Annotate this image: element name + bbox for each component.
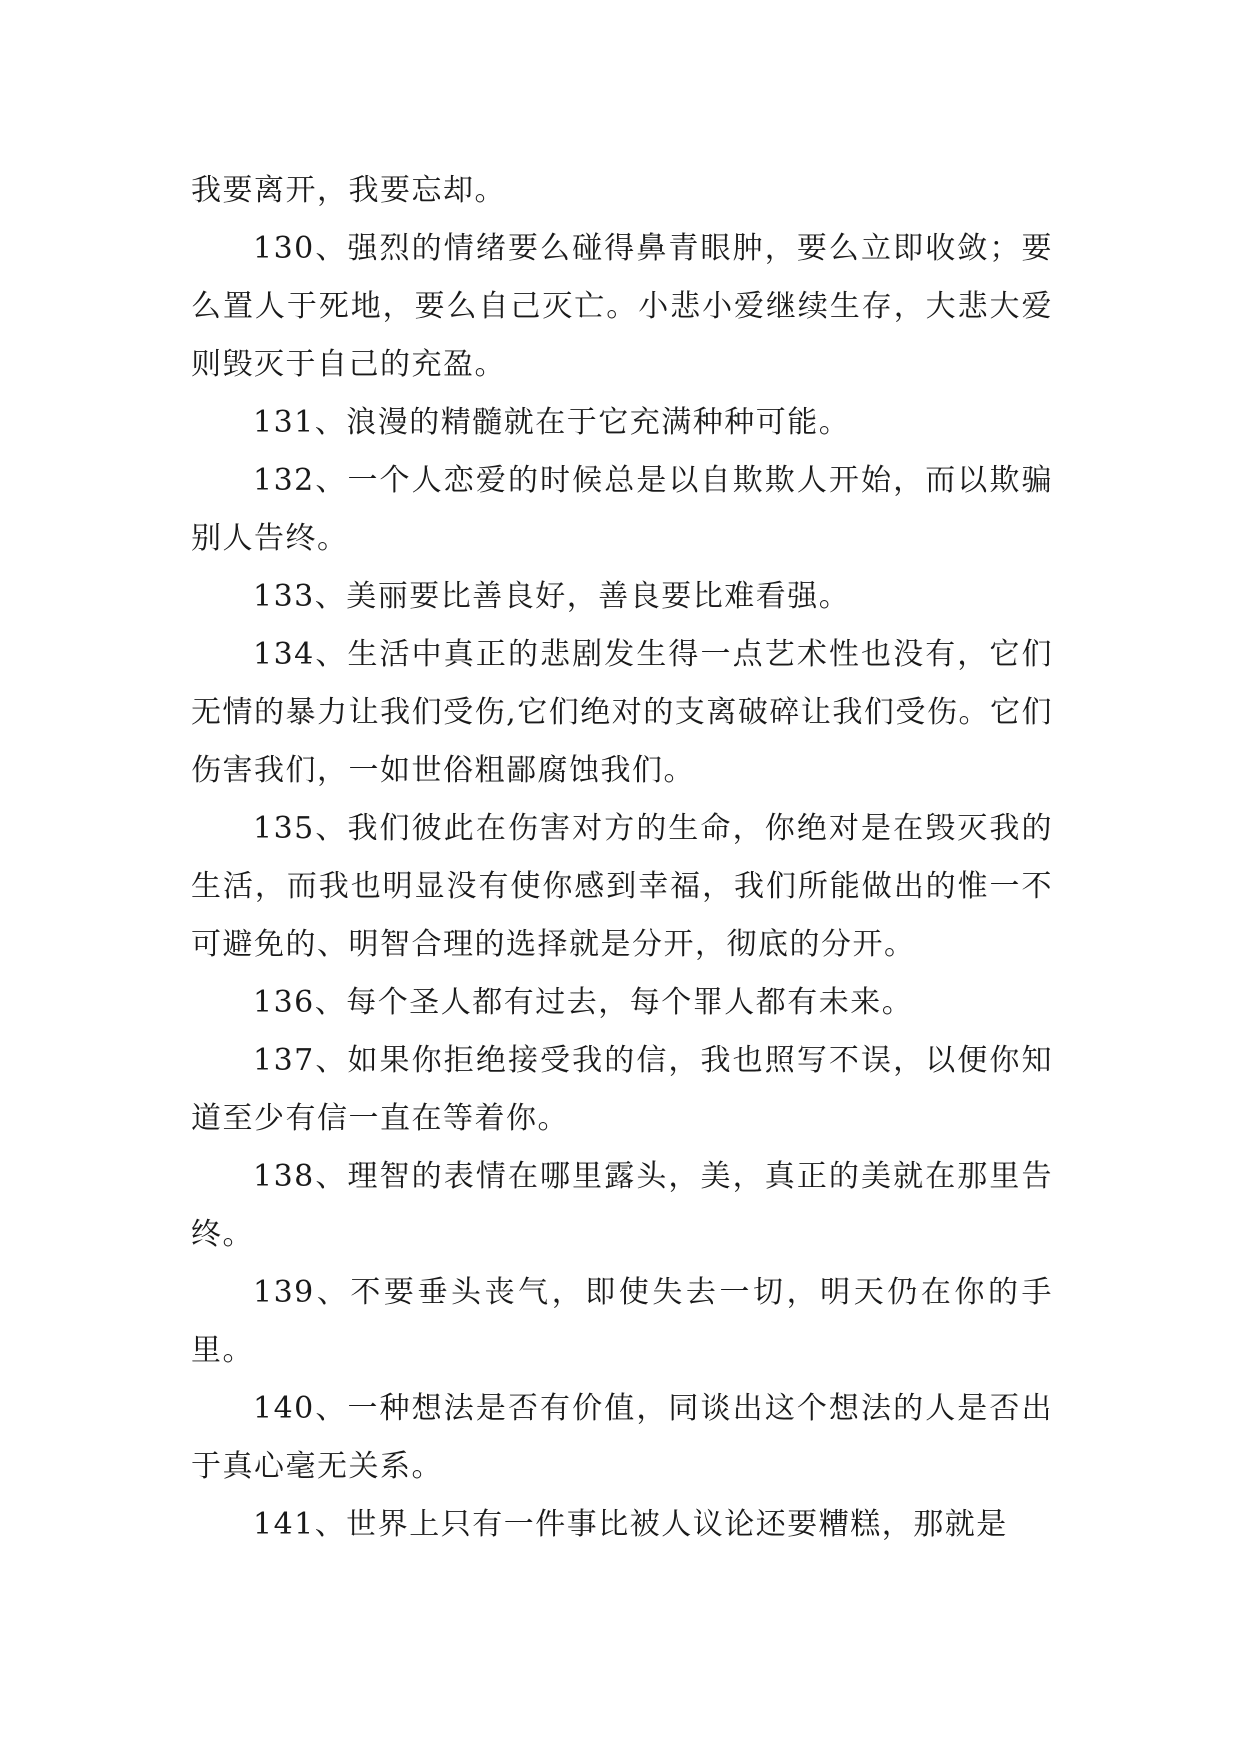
paragraph-quote-139: 139、不要垂头丧气，即使失去一切，明天仍在你的手里。 bbox=[191, 1275, 1053, 1368]
paragraph-quote-132: 132、一个人恋爱的时候总是以自欺欺人开始，而以欺骗别人告终。 bbox=[191, 463, 1053, 556]
paragraph-quote-135: 135、我们彼此在伤害对方的生命，你绝对是在毁灭我的生活，而我也明显没有使你感到幸福，我们所能做出的惟一不可避免的、明智合理的选择就是分开，彻底的分开。 bbox=[191, 811, 1053, 962]
paragraph-quote-134: 134、生活中真正的悲剧发生得一点艺术性也没有，它们无情的暴力让我们受伤,它们绝对的支离破碎让我们受伤。它们伤害我们，一如世俗粗鄙腐蚀我们。 bbox=[191, 637, 1053, 788]
document-body bbox=[191, 162, 1053, 1554]
paragraph-quote-140: 140、一种想法是否有价值，同谈出这个想法的人是否出于真心毫无关系。 bbox=[191, 1391, 1053, 1484]
paragraph-quote-141: 141、世界上只有一件事比被人议论还要糟糕，那就是 bbox=[253, 1507, 1008, 1542]
paragraph-continuation: 我要离开，我要忘却。 bbox=[191, 173, 506, 208]
paragraph-quote-136: 136、每个圣人都有过去，每个罪人都有未来。 bbox=[253, 985, 914, 1020]
paragraph-quote-137: 137、如果你拒绝接受我的信，我也照写不误，以便你知道至少有信一直在等着你。 bbox=[191, 1043, 1053, 1136]
paragraph-quote-130: 130、强烈的情绪要么碰得鼻青眼肿，要么立即收敛；要么置人于死地，要么自己灭亡。小悲小爱继续生存，大悲大爱则毁灭于自己的充盈。 bbox=[191, 231, 1053, 382]
paragraph-quote-133: 133、美丽要比善良好，善良要比难看强。 bbox=[253, 579, 851, 614]
paragraph-quote-138: 138、理智的表情在哪里露头，美，真正的美就在那里告终。 bbox=[191, 1159, 1053, 1252]
paragraph-quote-131: 131、浪漫的精髓就在于它充满种种可能。 bbox=[253, 405, 851, 440]
